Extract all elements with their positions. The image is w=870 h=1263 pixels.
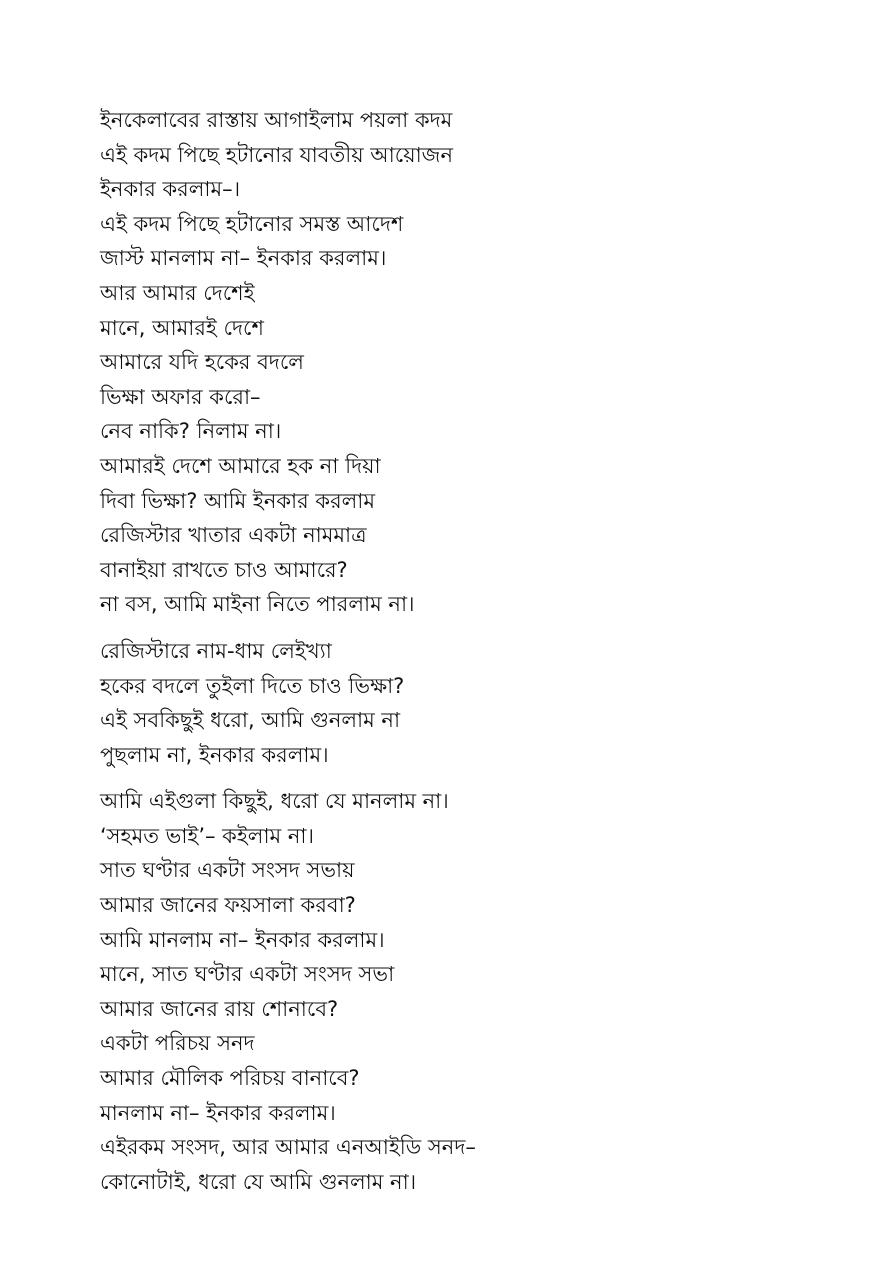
poem-line: রেজিস্টারে নাম-ধাম লেইখ্যা bbox=[100, 638, 332, 663]
poem-line: মানে, আমারই দেশে bbox=[100, 315, 264, 340]
poem-line: দিবা ভিক্ষা? আমি ইনকার করলাম bbox=[100, 488, 376, 513]
poem-line: ‘সহমত ভাই’– কইলাম না। bbox=[100, 823, 315, 848]
poem-line: হকের বদলে তুইলা দিতে চাও ভিক্ষা? bbox=[100, 673, 405, 698]
poem-line: আমি এইগুলা কিছুই, ধরো যে মানলাম না। bbox=[100, 789, 449, 814]
poem-line: আমার জানের ফয়সালা করবা? bbox=[100, 893, 356, 918]
poem-line: আমার মৌলিক পরিচয় বানাবে? bbox=[100, 1066, 360, 1091]
stanza-2 bbox=[100, 634, 820, 772]
stanza-1 bbox=[100, 103, 820, 622]
poem-line: আমারে যদি হকের বদলে bbox=[100, 350, 304, 375]
poem-line: একটা পরিচয় সনদ bbox=[100, 1031, 255, 1056]
poem-line: আমারই দেশে আমারে হক না দিয়া bbox=[100, 453, 381, 478]
poem-line: এই কদম পিছে হটানোর যাবতীয় আয়োজন bbox=[100, 142, 453, 167]
stanza-3 bbox=[100, 784, 820, 1199]
poem-line: জাস্ট মানলাম না– ইনকার করলাম। bbox=[100, 246, 387, 271]
poem-line: ভিক্ষা অফার করো– bbox=[100, 384, 261, 409]
poem-line: সাত ঘণ্টার একটা সংসদ সভায় bbox=[100, 858, 355, 883]
poem-line: মানে, সাত ঘণ্টার একটা সংসদ সভা bbox=[100, 962, 395, 987]
poem-line: এই সবকিছুই ধরো, আমি গুনলাম না bbox=[100, 708, 401, 733]
poem-line: আমি মানলাম না– ইনকার করলাম। bbox=[100, 927, 385, 952]
poem-line: ইনকার করলাম–। bbox=[100, 177, 241, 202]
poem-line: কোনোটাই, ধরো যে আমি গুনলাম না। bbox=[100, 1169, 417, 1194]
poem-line: এইরকম সংসদ, আর আমার এনআইডি সনদ– bbox=[100, 1135, 476, 1160]
poem-line: মানলাম না– ইনকার করলাম। bbox=[100, 1100, 336, 1125]
poem-line: নেব নাকি? নিলাম না। bbox=[100, 419, 282, 444]
poem-line: আর আমার দেশেই bbox=[100, 280, 255, 305]
poem-line: এই কদম পিছে হটানোর সমস্ত আদেশ bbox=[100, 211, 404, 236]
poem-body bbox=[100, 103, 820, 1199]
poem-line: আমার জানের রায় শোনাবে? bbox=[100, 996, 339, 1021]
poem-line: রেজিস্টার খাতার একটা নামমাত্র bbox=[100, 523, 367, 548]
poem-line: বানাইয়া রাখতে চাও আমারে? bbox=[100, 557, 348, 582]
poem-line: পুছলাম না, ইনকার করলাম। bbox=[100, 742, 329, 767]
poem-line: না বস, আমি মাইনা নিতে পারলাম না। bbox=[100, 592, 415, 617]
poem-line: ইনকেলাবের রাস্তায় আগাইলাম পয়লা কদম bbox=[100, 108, 453, 132]
